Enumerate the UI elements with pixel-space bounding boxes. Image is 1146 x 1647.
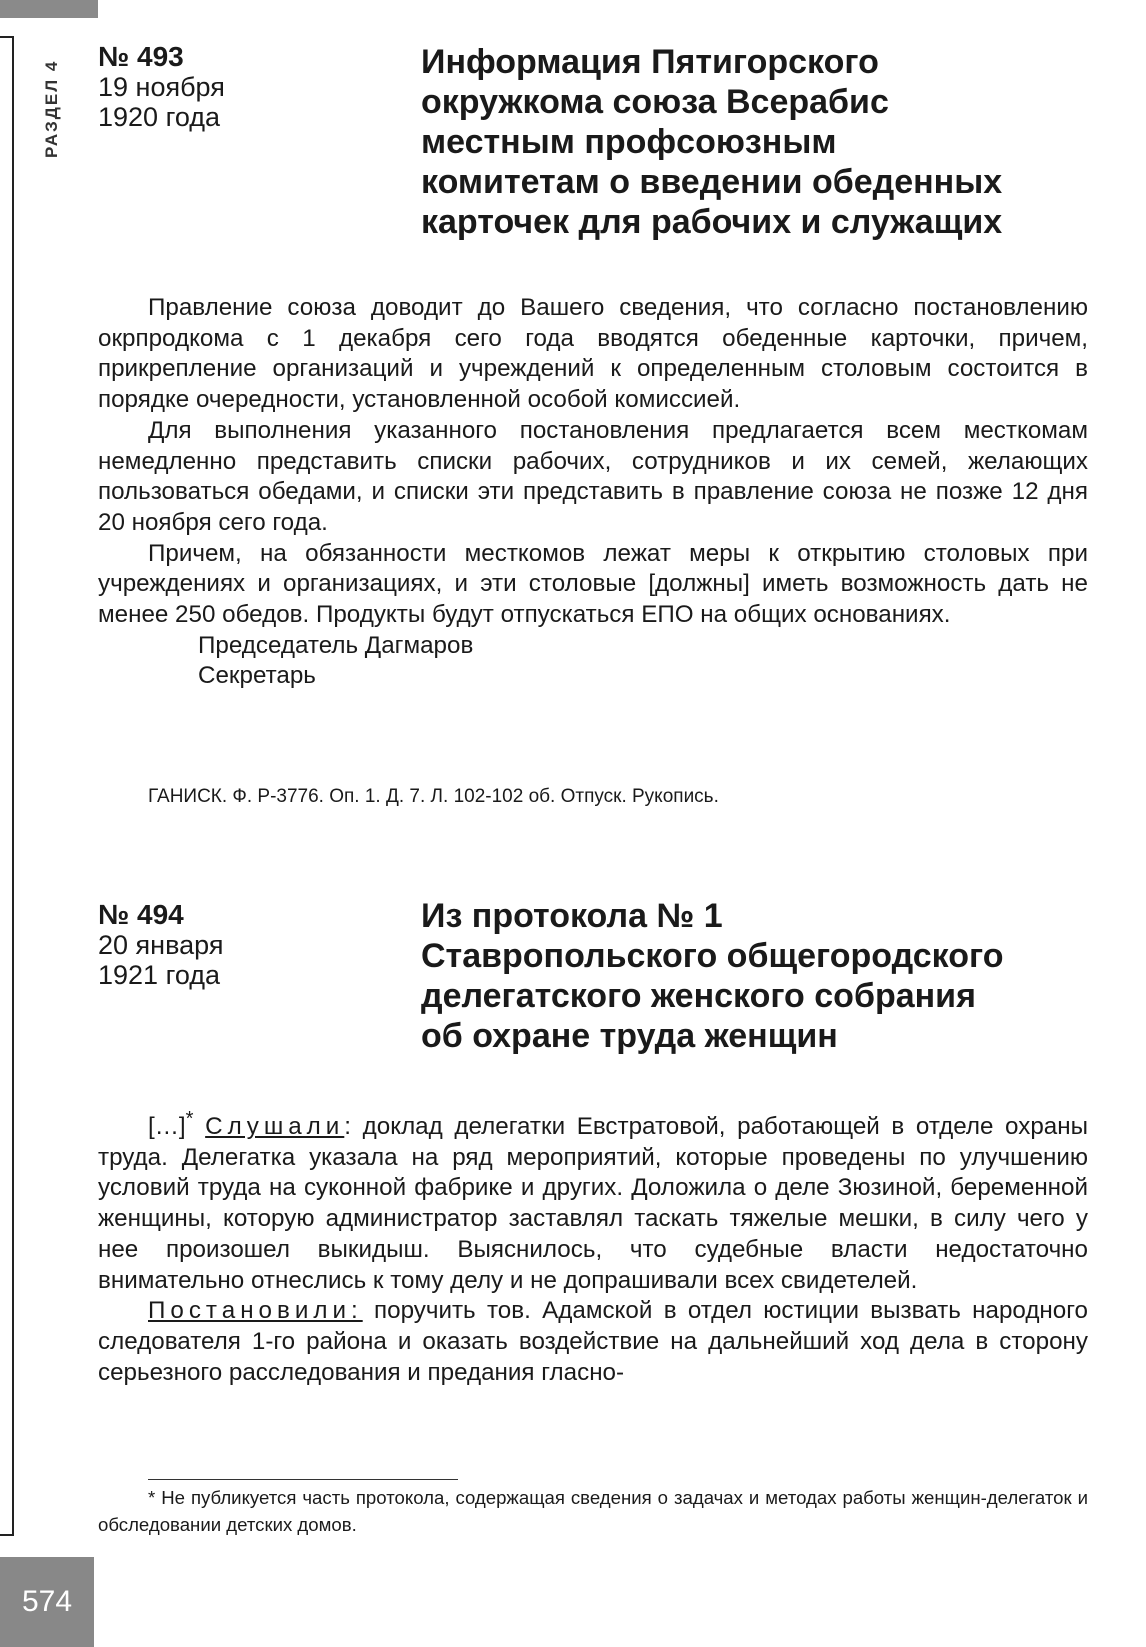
footnote-marker: * [185, 1108, 194, 1130]
doc-494-title-line: Ставропольского общегородского [421, 937, 1004, 975]
resolved-label: Постановили: [148, 1297, 363, 1325]
doc-493-date-day: 19 ноября [98, 72, 225, 102]
doc-494-title-line: об охране труда женщин [421, 1017, 838, 1055]
doc-493-date-year: 1920 года [98, 102, 221, 132]
doc-494-body [98, 1104, 1088, 1388]
omission-mark: […] [148, 1113, 186, 1141]
doc-493-title-line: местным профсоюзным [421, 123, 837, 161]
side-border-rule [0, 36, 14, 1536]
doc-493-title-line: комитетам о введении обеденных [421, 163, 1003, 201]
footnote-divider [148, 1479, 458, 1480]
doc-494-title-line: делегатского женского собрания [421, 977, 976, 1015]
doc-493-title-line: окружкома союза Всерабис [421, 83, 889, 121]
top-page-tab [0, 0, 98, 18]
doc-493-meta [98, 42, 358, 132]
doc-494-paragraph-resolved [98, 1296, 1088, 1388]
doc-494-meta [98, 900, 358, 990]
footnote [98, 1484, 1088, 1538]
doc-493-title [421, 42, 1101, 242]
page-number: 574 [0, 1557, 94, 1647]
doc-494-title [421, 896, 1101, 1056]
section-label [42, 40, 66, 160]
doc-493-body [98, 293, 1088, 692]
doc-493-paragraph: Причем, на обязанности месткомов лежат меры к открытию столовых при учреждениях и организациях, и эти столовые [должны] иметь возможность дать не менее 250 обедов. Продукты будут отпускаться ЕПО на общих основаниях. [98, 539, 1088, 629]
doc-494-title-line: Из протокола № 1 [421, 897, 723, 935]
doc-493-signature-chair: Председатель Дагмаров [198, 631, 474, 659]
doc-494-paragraph-heard [98, 1104, 1088, 1296]
resolved-text: поручить тов. Адамской в отдел юстиции вызвать народного следователя 1-го района и оказать воздействие на дальнейший ход дела в сторону серьезного расследования и предания гласно- [98, 1297, 1088, 1386]
doc-494-date-year: 1921 года [98, 960, 221, 990]
heard-text: : доклад делегатки Евстратовой, работающей в отделе охраны труда. Делегатка указала на ряд мероприятий, которые проведены по улучшению условий труда на суконной фабрике и других. Доложила о деле Зюзиной, беременной женщины, которую администратор заставлял таскать тяжелые мешки, в силу чего у нее произошел выкидыш. Выяснилось, что судебные власти недостаточно внимательно отнеслись к тому делу и не допрашивали всех свидетелей. [98, 1113, 1088, 1294]
doc-493-paragraph: Для выполнения указанного постановления предлагается всем месткомам немедленно представить списки рабочих, сотрудников и их семей, желающих пользоваться обедами, и списки эти представить в правление союза не позже 12 дня 20 ноября сего года. [98, 416, 1088, 536]
doc-493-title-line: карточек для рабочих и служащих [421, 203, 1003, 241]
doc-493-paragraph: Правление союза доводит до Вашего сведения, что согласно постановлению окрпродкома с 1 декабря сего года вводятся обеденные карточки, причем, прикрепление организаций и учреждений к определенным столовым состоится в порядке очередности, установленной особой комиссией. [98, 294, 1088, 414]
doc-493-signature-secretary: Секретарь [198, 662, 316, 690]
doc-493-number: № 493 [98, 41, 184, 72]
doc-494-number: № 494 [98, 899, 184, 930]
doc-493-title-line: Информация Пятигорского [421, 43, 879, 81]
doc-493-source: ГАНИСК. Ф. Р-3776. Оп. 1. Д. 7. Л. 102-102 об. Отпуск. Рукопись. [148, 786, 719, 807]
heard-label: Слушали [205, 1113, 345, 1141]
footnote-text: * Не публикуется часть протокола, содержащая сведения о задачах и методах работы женщин-делегаток и обследовании детских домов. [98, 1487, 1088, 1535]
doc-494-date-day: 20 января [98, 930, 224, 960]
section-label-text: РАЗДЕЛ 4 [42, 59, 61, 158]
